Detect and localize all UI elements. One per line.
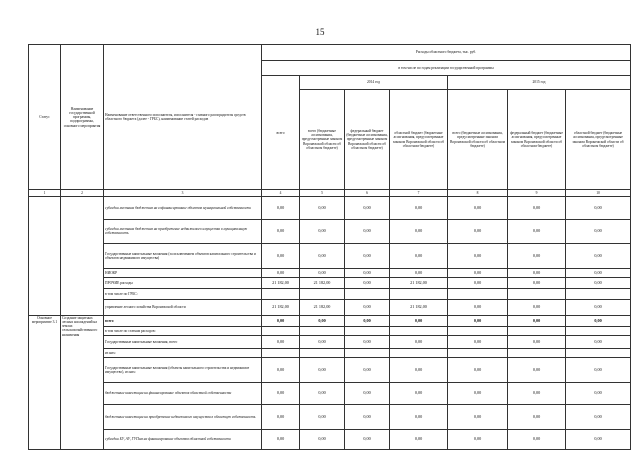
col-number: 4: [262, 190, 300, 197]
table-row: НИОКР 0,00 0,00 0,00 0,00 0,00 0,00 0,00: [29, 268, 631, 277]
row-label: управление лесного хозяйства Воронежской области: [104, 300, 262, 316]
row-label: субсидии местным бюджетам на софинансирование объектов муниципальной собственности: [104, 197, 262, 219]
budget-table: [28, 44, 631, 450]
row-label: всего: [104, 315, 262, 326]
col-number: 2: [61, 190, 104, 197]
header-total-2014: всего (бюджетные ассигнования, предусмотренные законом Воронежской области об областном бюджете): [300, 89, 345, 190]
header-status: Статус: [29, 45, 61, 190]
row-label: субсидии БУ, АУ, ГУПам на финансирование объектов областной собственности: [104, 429, 262, 449]
header-fed-2015: федеральный бюджет (бюджетные ассигнования, предусмотренные законом Воронежской области об областном бюджете): [508, 89, 566, 190]
table-row: бюджетные инвестиции на финансирование объектов областной собственности 0,00 0,00 0,00 0,00 0,00 0,00 0,00: [29, 382, 631, 404]
col-number: 9: [508, 190, 566, 197]
page-number: 15: [315, 27, 325, 37]
header-fed-2014: федеральный бюджет (бюджетные ассигнования, предусмотренные законом Воронежской области об областном бюджете): [345, 89, 390, 190]
header-reg-2015: областной бюджет (бюджетные ассигнования, предусмотренные законом Воронежской области об областном бюджете): [566, 89, 631, 190]
header-reg-2014: областной бюджет (бюджетные ассигнования, предусмотренные законом Воронежской области об областном бюджете): [390, 89, 448, 190]
table-row: Государственные капитальные вложения (за исключением объектов капитального строительства и объектов недвижимого имущества) 0,00 0,00 0,00 0,00 0,00 0,00 0,00: [29, 244, 631, 269]
row-label: из них:: [104, 349, 262, 358]
col-number: 7: [390, 190, 448, 197]
col-number: 3: [104, 190, 262, 197]
col-number: 10: [566, 190, 631, 197]
header-executor: Наименование ответственного исполнителя, исполнителя - главного распорядителя средств областного бюджета (далее - ГРБС), наименование статей расходов: [104, 45, 262, 190]
table-row: [29, 288, 631, 299]
table-row: субсидии местным бюджетам на софинансирование объектов муниципальной собственности 0,00 0,00 0,00 0,00 0,00 0,00 0,00: [29, 197, 631, 219]
row-label: в том числе по ГРБС:: [104, 288, 262, 299]
measure-name: Создание защитных лесных насаждений на землях сельскохозяйственного назначения: [61, 315, 104, 449]
header-incl-years: в том числе по годам реализации государственной программы: [262, 60, 631, 76]
table-row: субсидии местным бюджетам на приобретение недвижимого имущества в муниципальную собственность 0,00 0,00 0,00 0,00 0,00 0,00 0,00: [29, 219, 631, 244]
row-label: субсидии местным бюджетам на приобретение недвижимого имущества в муниципальную собственность: [104, 219, 262, 244]
header-expenses: Расходы областного бюджета, тыс. руб.: [262, 45, 631, 61]
column-numbers-row: [29, 190, 631, 197]
header-total-2015: всего (бюджетные ассигнования, предусмотренные законом Воронежской области об областном бюджете): [448, 89, 508, 190]
table-row: бюджетные инвестиции на приобретение недвижимого имущества в областную собственность 0,00 0,00 0,00 0,00 0,00 0,00 0,00: [29, 405, 631, 430]
header-program-name: Наименование государственной программы, подпрограммы, основного мероприятия: [61, 45, 104, 190]
col-number: 1: [29, 190, 61, 197]
table-row: ПРОЧИЕ расходы 21 182,00 21 182,00 0,00 21 182,00 0,00 0,00 0,00: [29, 277, 631, 288]
col-number: 8: [448, 190, 508, 197]
table-row: [29, 349, 631, 358]
row-label: Государственные капитальные вложения (объекты капитального строительства и недвижимое имущество), из них:: [104, 358, 262, 383]
table-row: управление лесного хозяйства Воронежской области 21 182,00 21 182,00 0,00 21 182,00 0,00 0,00 0,00: [29, 300, 631, 316]
col-number: 6: [345, 190, 390, 197]
row-label: НИОКР: [104, 268, 262, 277]
table-row: Основное мероприятие 3.1 Создание защитных лесных насаждений на землях сельскохозяйственного назначения всего 0,00 0,00 0,00 0,00 0,00 0,00 0,00: [29, 315, 631, 326]
row-label: в том числе по статьям расходов:: [104, 326, 262, 335]
row-label: ПРОЧИЕ расходы: [104, 277, 262, 288]
row-label: Государственные капитальные вложения (за исключением объектов капитального строительства и объектов недвижимого имущества): [104, 244, 262, 269]
row-label: бюджетные инвестиции на приобретение недвижимого имущества в областную собственность: [104, 405, 262, 430]
col-number: 5: [300, 190, 345, 197]
measure-status: Основное мероприятие 3.1: [29, 315, 61, 449]
row-label: бюджетные инвестиции на финансирование объектов областной собственности: [104, 382, 262, 404]
header-year-2014: 2014 год: [300, 76, 448, 89]
table-row: субсидии БУ, АУ, ГУПам на финансирование объектов областной собственности 0,00 0,00 0,00 0,00 0,00 0,00 0,00: [29, 429, 631, 449]
table-row: Государственные капитальные вложения, всего 0,00 0,00 0,00 0,00 0,00 0,00 0,00: [29, 335, 631, 348]
table-row: [29, 326, 631, 335]
table-row: Государственные капитальные вложения (объекты капитального строительства и недвижимое имущество), из них: 0,00 0,00 0,00 0,00 0,00 0,00 0,00: [29, 358, 631, 383]
header-year-2015: 2015 год: [448, 76, 631, 89]
row-label: Государственные капитальные вложения, всего: [104, 335, 262, 348]
header-total: всего: [262, 76, 300, 190]
